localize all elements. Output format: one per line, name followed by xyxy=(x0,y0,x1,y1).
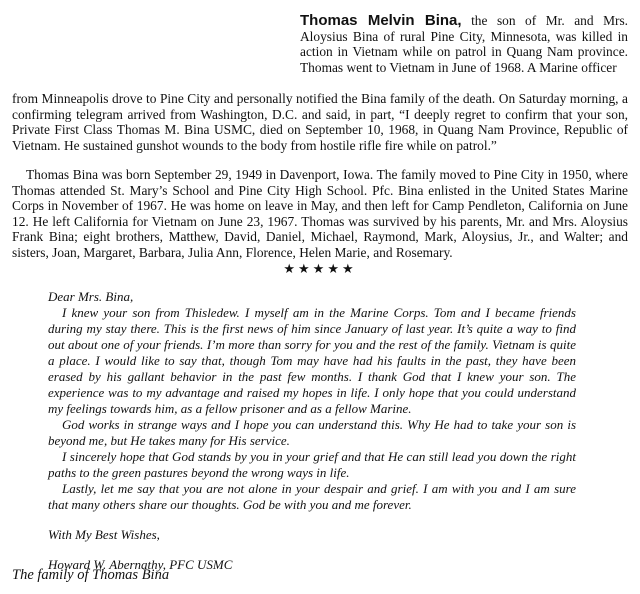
letter-signature: Howard W. Abernathy, PFC USMC xyxy=(48,557,233,572)
biography-text: Thomas Bina was born September 29, 1949 in Davenport, Iowa. The family moved to Pine City in 1950, where Thomas attended St. Mary’s School and Pine City High School. Pfc. Bina enlisted in the United States Marine Corps in November of 1967. He was home on leave in May, and then left for Camp Pendleton, California on June 12. He left California for Vietnam on June 23, 1967. Thomas was survived by his parents, Mr. and Mrs. Aloysius Frank Bina; eight brothers, Matthew, David, Daniel, Michael, Raymond, Mark, Aloysius, Jr., and Walter; and sisters, Joan, Margaret, Barbara, Julia Ann, Florence, Helen Marie, and Rosemary. xyxy=(12,167,628,260)
photo-caption: The family of Thomas Bina xyxy=(12,567,170,583)
person-name: Thomas Melvin Bina, xyxy=(300,12,462,29)
photo-area xyxy=(10,10,290,90)
letter-paragraph: I knew your son from Thisledew. I myself am in the Marine Corps. Tom and I became friends during my stay there. This is the first news of him since January of last year. It’s quite a way to find out about one of your friends. I’m more than sorry for you and the rest of the family. Vietnam is quite a place. I would like to say that, though Tom may have had his faults in the past, they have been erased by his gallant behavior in the past few months. I thank God that I knew your son. The experience was to my advantage and raised my hopes in life. I only hope that you could understand my feelings towards him, as a fellow prisoner and as a fellow Marine. xyxy=(48,305,576,416)
letter-paragraph: I sincerely hope that God stands by you in your grief and that He can still lead you down the right paths to the green pastures beyond the wrong ways in life. xyxy=(48,449,576,480)
header-paragraph xyxy=(300,13,628,75)
letter-salutation: Dear Mrs. Bina, xyxy=(48,289,134,304)
section-divider: ★★★★★ xyxy=(283,261,357,276)
letter-paragraph: God works in strange ways and I hope you can understand this. Why He had to take your son is beyond me, but He takes many for His service. xyxy=(48,417,576,448)
letter-closing: With My Best Wishes, xyxy=(48,527,160,542)
header-intro: the son of Mr. and Mrs. Aloysius Bina of rural Pine City, Minnesota, was killed in action in Vietnam while on patrol in Quang Nam province. Thomas went to Vietnam in June of 1968. A Marine officer xyxy=(300,13,628,75)
letter-paragraph: Lastly, let me say that you are not alone in your despair and grief. I am with you and I am sure that many others share our thoughts. God be with you and me forever. xyxy=(48,481,576,512)
header-continuation-text: from Minneapolis drove to Pine City and personally notified the Bina family of the death. On Saturday morning, a confirming telegram arrived from Washington, D.C. and said, in part, “I deeply regret to confirm that your son, Private First Class Thomas M. Bina USMC, died on September 10, 1968, in Quang Nam Province, Republic of Vietnam. He sustained gunshot wounds to the body from hostile rifle fire while on patrol.” xyxy=(12,91,628,153)
condolence-letter xyxy=(48,289,576,573)
biography xyxy=(12,167,628,260)
header-continuation xyxy=(12,91,628,153)
